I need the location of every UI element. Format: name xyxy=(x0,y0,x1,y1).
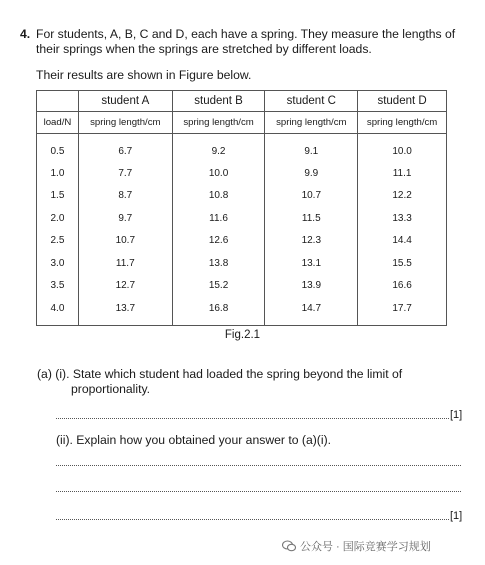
length-cell: 9.7 xyxy=(78,207,172,230)
student-header: student C xyxy=(265,91,358,112)
table-row xyxy=(37,252,447,275)
table-row xyxy=(37,162,447,185)
length-cell: 11.6 xyxy=(172,207,265,230)
wechat-icon xyxy=(282,540,296,552)
student-header: student B xyxy=(172,91,265,112)
load-cell: 3.0 xyxy=(37,252,79,275)
table-row xyxy=(37,297,447,326)
length-cell: 9.2 xyxy=(172,134,265,163)
length-cell: 9.1 xyxy=(265,134,358,163)
length-cell: 10.0 xyxy=(358,134,447,163)
length-cell: 12.6 xyxy=(172,230,265,253)
load-cell: 1.5 xyxy=(37,185,79,208)
mark-allocation: [1] xyxy=(450,510,463,522)
length-cell: 16.8 xyxy=(172,297,265,326)
load-cell: 2.0 xyxy=(37,207,79,230)
figure-caption: Fig.2.1 xyxy=(224,329,261,341)
length-cell: 11.5 xyxy=(265,207,358,230)
length-cell: 10.0 xyxy=(172,162,265,185)
question-text: For students, A, B, C and D, each have a spring. They measure the lengths of their springs when the springs are stretched by different loads. xyxy=(36,27,456,56)
table-row xyxy=(37,275,447,298)
length-cell: 12.3 xyxy=(265,230,358,253)
length-cell: 12.2 xyxy=(358,185,447,208)
load-cell: 4.0 xyxy=(37,297,79,326)
length-cell: 9.9 xyxy=(265,162,358,185)
length-header: spring length/cm xyxy=(358,112,447,134)
answer-line[interactable] xyxy=(56,464,461,466)
table-row xyxy=(37,134,447,163)
watermark-text: 公众号 · 国际竞赛学习规划 xyxy=(300,541,431,553)
length-cell: 15.5 xyxy=(358,252,447,275)
load-cell: 0.5 xyxy=(37,134,79,163)
length-cell: 6.7 xyxy=(78,134,172,163)
length-cell: 13.9 xyxy=(265,275,358,298)
length-cell: 7.7 xyxy=(78,162,172,185)
length-cell: 11.1 xyxy=(358,162,447,185)
length-header: spring length/cm xyxy=(78,112,172,134)
student-header-row xyxy=(37,91,447,112)
watermark xyxy=(282,538,431,554)
length-header: spring length/cm xyxy=(265,112,358,134)
length-cell: 11.7 xyxy=(78,252,172,275)
length-cell: 17.7 xyxy=(358,297,447,326)
load-cell: 1.0 xyxy=(37,162,79,185)
answer-line[interactable] xyxy=(56,518,449,520)
unit-header-row xyxy=(37,112,447,134)
answer-line[interactable] xyxy=(56,417,449,419)
mark-allocation: [1] xyxy=(450,409,463,421)
length-cell: 13.7 xyxy=(78,297,172,326)
load-cell: 3.5 xyxy=(37,275,79,298)
length-cell: 10.7 xyxy=(78,230,172,253)
length-cell: 14.4 xyxy=(358,230,447,253)
student-header: student A xyxy=(78,91,172,112)
load-cell: 2.5 xyxy=(37,230,79,253)
table-row xyxy=(37,185,447,208)
part-a-line2: proportionality. xyxy=(71,382,151,396)
length-cell: 14.7 xyxy=(265,297,358,326)
length-cell: 10.7 xyxy=(265,185,358,208)
answer-line[interactable] xyxy=(56,490,461,492)
load-header: load/N xyxy=(37,112,79,134)
length-cell: 12.7 xyxy=(78,275,172,298)
length-cell: 13.8 xyxy=(172,252,265,275)
length-cell: 13.1 xyxy=(265,252,358,275)
part-ii-question: (ii). Explain how you obtained your answer to (a)(i). xyxy=(56,433,332,447)
table-intro: Their results are shown in Figure below. xyxy=(36,68,252,82)
length-cell: 10.8 xyxy=(172,185,265,208)
length-header: spring length/cm xyxy=(172,112,265,134)
student-header: student D xyxy=(358,91,447,112)
part-a-line1: (a) (i). State which student had loaded the spring beyond the limit of xyxy=(37,367,403,381)
table-row xyxy=(37,230,447,253)
length-cell: 16.6 xyxy=(358,275,447,298)
results-table xyxy=(36,90,447,326)
table-row xyxy=(37,207,447,230)
question-number: 4. xyxy=(20,27,31,41)
table-body xyxy=(37,134,447,326)
corner-cell xyxy=(37,91,79,112)
length-cell: 15.2 xyxy=(172,275,265,298)
length-cell: 13.3 xyxy=(358,207,447,230)
part-a-question xyxy=(37,367,457,397)
length-cell: 8.7 xyxy=(78,185,172,208)
